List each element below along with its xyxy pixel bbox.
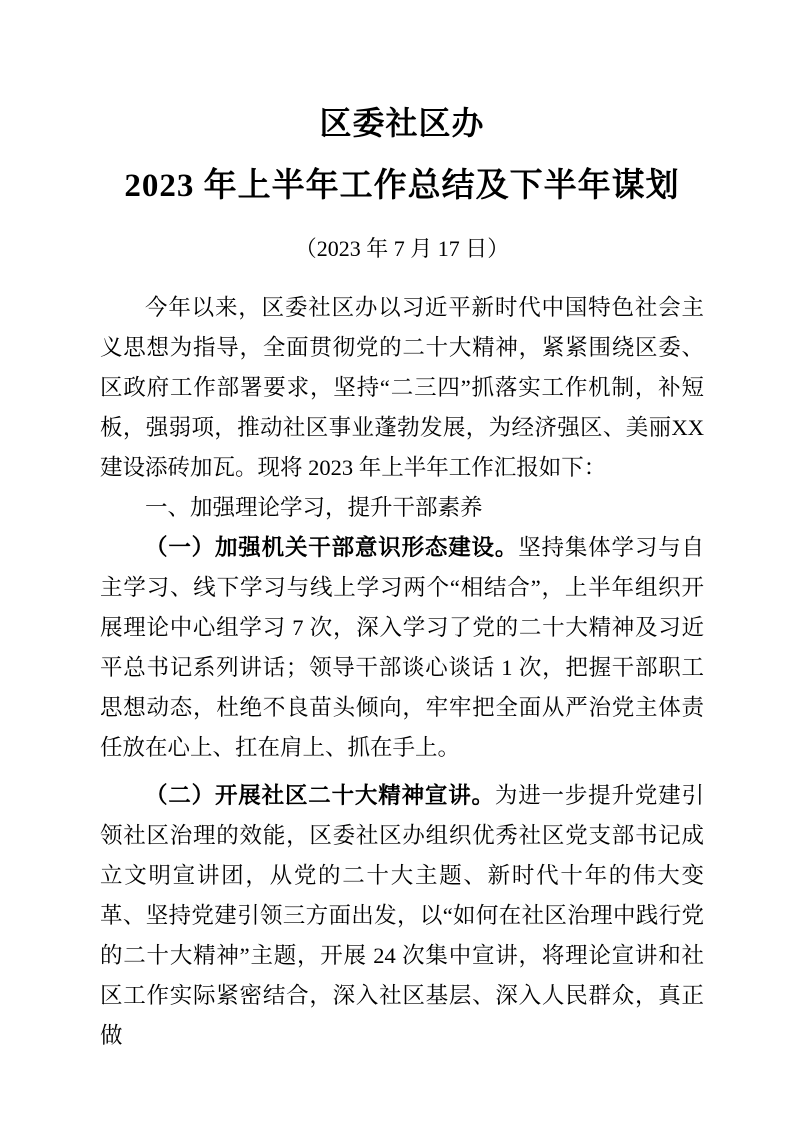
document-date: （2023 年 7 月 17 日） — [294, 236, 510, 261]
intro-paragraph: 今年以来，区委社区办以习近平新时代中国特色社会主义思想为指导，全面贯彻党的二十大精神，紧紧围绕区委、 区政府工作部署要求，坚持“二三四”抓落实工作机制，补短板，强弱项，推动社区事业蓬勃发展，为经济强区、美丽XX建设添砖加瓦。现将 2023 年上半年工作汇报如下： — [100, 295, 704, 480]
section-heading-1: 一、加强理论学习，提升干部素养 — [145, 495, 483, 520]
paragraph-sub1-text: 坚持集体学习与自主学习、线下学习与线上学习两个“相结合”，上半年组织开展理论中心组学习 7 次，深入学习了党的二十大精神及习近平总书记系列讲话；领导干部谈心谈话 1 次，把握干部职工思想动态，杜绝不良苗头倾向，牢牢把全面从严治党主体责任放在心上、扛在肩上、抓在手上。 — [100, 535, 704, 760]
paragraph-sub2 — [100, 776, 704, 1056]
paragraph-sub2-text: 为进一步提升党建引领社区治理的效能，区委社区办组织优秀社区党支部书记成立文明宣讲团，从党的二十大主题、新时代十年的伟大变革、坚持党建引领三方面出发，以“如何在社区治理中践行党的二十大精神”主题，开展 24 次集中宣讲，将理论宣讲和社区工作实际紧密结合，深入社区基层、深入人民群众，真正做 — [100, 783, 704, 1048]
document-title: 区委社区办 — [319, 105, 485, 141]
document-body — [100, 288, 704, 1056]
paragraph-sub1 — [100, 528, 704, 768]
document-subtitle: 2023 年上半年工作总结及下半年谋划 — [124, 168, 680, 204]
paragraph-sub2-lead: （二）开展社区二十大精神宣讲。 — [145, 783, 495, 808]
paragraph-sub1-lead: （一）加强机关干部意识形态建设。 — [145, 535, 519, 560]
